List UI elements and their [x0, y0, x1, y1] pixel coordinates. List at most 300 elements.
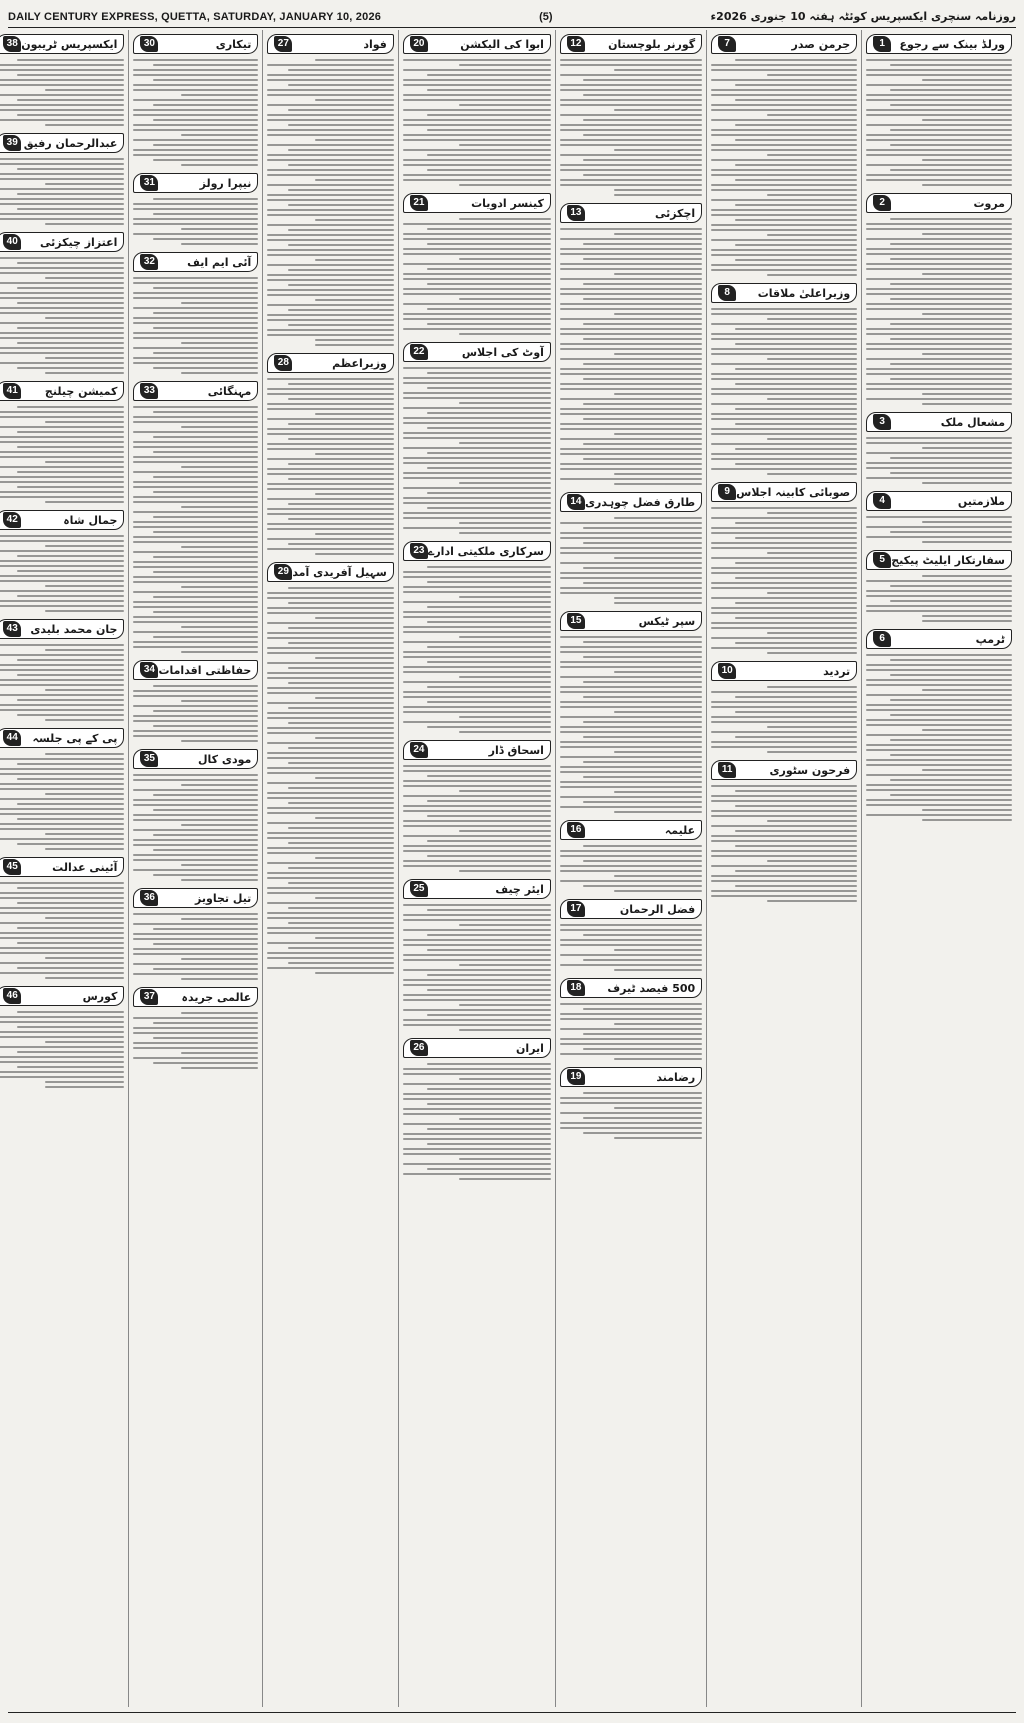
text-line — [711, 229, 857, 231]
text-line — [267, 772, 394, 774]
text-line — [133, 456, 258, 458]
text-line — [403, 1138, 551, 1140]
text-line — [17, 168, 125, 170]
text-line — [614, 194, 702, 196]
story-title: کمیشن چیلنج — [44, 384, 118, 398]
text-line — [17, 1051, 125, 1053]
text-line — [0, 476, 124, 478]
text-line — [181, 1067, 258, 1069]
text-line — [45, 461, 124, 463]
text-line — [711, 323, 857, 325]
text-line — [614, 791, 702, 793]
story-heading — [403, 34, 551, 54]
text-line — [0, 922, 124, 924]
text-line — [403, 527, 551, 529]
text-line — [890, 600, 1012, 602]
text-line — [403, 681, 551, 683]
text-line — [133, 347, 258, 349]
text-line — [133, 606, 258, 608]
text-line — [711, 109, 857, 111]
news-item — [866, 34, 1012, 187]
text-line — [459, 482, 551, 484]
text-line — [890, 378, 1012, 380]
text-line — [403, 571, 551, 573]
text-line — [0, 307, 124, 309]
story-body-text — [0, 752, 124, 851]
story-number: 19 — [567, 1069, 585, 1085]
story-number: 20 — [410, 36, 428, 52]
text-line — [181, 824, 258, 826]
text-line — [133, 99, 258, 101]
text-line — [0, 436, 124, 438]
text-line — [560, 572, 702, 574]
text-line — [767, 234, 858, 236]
story-body-text — [0, 643, 124, 722]
text-line — [890, 129, 1012, 131]
story-number: 31 — [140, 175, 158, 191]
text-line — [153, 491, 258, 493]
text-line — [0, 540, 124, 542]
text-line — [403, 318, 551, 320]
text-line — [614, 875, 702, 877]
text-line — [0, 694, 124, 696]
text-line — [427, 467, 551, 469]
text-line — [133, 526, 258, 528]
text-line — [711, 363, 857, 365]
text-line — [735, 522, 858, 524]
text-line — [45, 317, 124, 319]
text-line — [267, 892, 394, 894]
text-line — [767, 632, 858, 634]
text-line — [315, 533, 393, 535]
text-line — [427, 283, 551, 285]
text-line — [427, 323, 551, 325]
text-line — [153, 1022, 258, 1024]
text-line — [133, 839, 258, 841]
story-body-text — [866, 217, 1012, 406]
text-line — [315, 139, 393, 141]
text-line — [153, 1037, 258, 1039]
text-line — [711, 557, 857, 559]
text-line — [767, 592, 858, 594]
text-line — [0, 1071, 124, 1073]
text-line — [181, 784, 258, 786]
story-number: 6 — [873, 631, 891, 647]
text-line — [17, 763, 125, 765]
text-line — [866, 437, 1012, 439]
text-line — [181, 918, 258, 920]
story-heading — [133, 660, 258, 680]
text-line — [560, 84, 702, 86]
text-line — [890, 659, 1012, 661]
text-line — [767, 820, 858, 822]
text-line — [560, 929, 702, 931]
story-heading — [866, 34, 1012, 54]
story-heading — [133, 252, 258, 272]
text-line — [17, 595, 125, 597]
text-line — [0, 441, 124, 443]
text-line — [427, 566, 551, 568]
text-line — [267, 652, 394, 654]
text-line — [560, 154, 702, 156]
text-line — [427, 154, 551, 156]
text-line — [459, 442, 551, 444]
text-line — [583, 323, 702, 325]
text-line — [711, 388, 857, 390]
text-line — [267, 967, 394, 969]
text-line — [403, 691, 551, 693]
story-body-text — [560, 58, 702, 197]
text-line — [866, 467, 1012, 469]
text-line — [711, 169, 857, 171]
text-line — [133, 282, 258, 284]
news-item — [560, 611, 702, 814]
story-heading — [403, 193, 551, 213]
story-number: 14 — [567, 494, 585, 510]
story-heading — [0, 510, 124, 530]
story-number: 40 — [3, 234, 21, 250]
text-line — [614, 109, 702, 111]
text-line — [583, 582, 702, 584]
story-title: تیکاری — [215, 37, 252, 51]
text-line — [133, 292, 258, 294]
story-title: ایران — [516, 1041, 544, 1055]
story-body-text — [403, 565, 551, 734]
text-line — [866, 328, 1012, 330]
text-line — [711, 840, 857, 842]
text-line — [403, 179, 551, 181]
text-line — [614, 751, 702, 753]
news-item — [711, 661, 857, 754]
text-line — [403, 601, 551, 603]
text-line — [767, 512, 858, 514]
text-line — [403, 795, 551, 797]
text-line — [403, 149, 551, 151]
text-line — [133, 641, 258, 643]
story-number: 30 — [140, 36, 158, 52]
news-item — [560, 978, 702, 1061]
text-line — [17, 659, 125, 661]
text-line — [560, 532, 702, 534]
text-line — [315, 553, 393, 555]
text-line — [153, 327, 258, 329]
story-heading — [711, 283, 857, 303]
text-line — [403, 765, 551, 767]
text-line — [133, 59, 258, 61]
text-line — [133, 84, 258, 86]
text-line — [45, 357, 124, 359]
text-line — [133, 789, 258, 791]
text-line — [711, 224, 857, 226]
text-line — [711, 547, 857, 549]
text-line — [153, 531, 258, 533]
text-line — [459, 258, 551, 260]
text-line — [560, 880, 702, 882]
text-line — [133, 89, 258, 91]
text-line — [315, 857, 393, 859]
text-line — [267, 852, 394, 854]
text-line — [315, 339, 393, 341]
news-item — [560, 34, 702, 197]
text-line — [427, 934, 551, 936]
text-line — [614, 557, 702, 559]
text-line — [711, 746, 857, 748]
text-line — [0, 109, 124, 111]
text-line — [267, 393, 394, 395]
story-title: سفارتکار ایلیٹ پیکیج — [891, 553, 1005, 567]
text-line — [560, 855, 702, 857]
text-line — [403, 860, 551, 862]
text-line — [459, 716, 551, 718]
text-line — [427, 387, 551, 389]
text-line — [560, 1097, 702, 1099]
story-title: جمال شاہ — [63, 513, 118, 527]
text-line — [403, 656, 551, 658]
text-line — [403, 238, 551, 240]
story-heading — [560, 34, 702, 54]
text-line — [922, 729, 1012, 731]
text-line — [403, 109, 551, 111]
text-line — [0, 496, 124, 498]
text-line — [403, 939, 551, 941]
news-item — [403, 879, 551, 1032]
news-item — [0, 232, 124, 375]
text-line — [735, 244, 858, 246]
text-line — [133, 720, 258, 722]
text-line — [560, 368, 702, 370]
text-line — [17, 555, 125, 557]
text-line — [890, 243, 1012, 245]
story-number: 25 — [410, 881, 428, 897]
text-line — [153, 64, 258, 66]
story-title: فضل الرحمان — [619, 902, 696, 916]
text-line — [427, 1168, 551, 1170]
text-line — [153, 287, 258, 289]
text-line — [560, 293, 702, 295]
text-line — [711, 134, 857, 136]
text-line — [0, 416, 124, 418]
text-line — [267, 757, 394, 759]
text-line — [890, 714, 1012, 716]
text-line — [403, 278, 551, 280]
story-body-text — [866, 515, 1012, 544]
text-line — [403, 139, 551, 141]
story-number: 34 — [140, 662, 158, 678]
text-line — [560, 423, 702, 425]
text-line — [0, 768, 124, 770]
story-body-text — [0, 157, 124, 226]
text-line — [267, 727, 394, 729]
text-line — [267, 597, 394, 599]
story-heading — [866, 550, 1012, 570]
story-heading — [403, 1038, 551, 1058]
text-line — [427, 372, 551, 374]
text-line — [133, 218, 258, 220]
text-line — [45, 1086, 124, 1088]
text-line — [267, 837, 394, 839]
text-line — [922, 393, 1012, 395]
text-line — [267, 672, 394, 674]
text-line — [711, 418, 857, 420]
story-title: ٹرمپ — [975, 632, 1005, 646]
text-line — [711, 607, 857, 609]
text-line — [181, 342, 258, 344]
news-item — [711, 482, 857, 655]
text-line — [427, 268, 551, 270]
text-line — [711, 825, 857, 827]
story-body-text — [133, 197, 258, 246]
text-line — [153, 367, 258, 369]
text-line — [711, 815, 857, 817]
text-line — [267, 319, 394, 321]
text-line — [133, 446, 258, 448]
text-line — [614, 1137, 702, 1139]
text-line — [711, 119, 857, 121]
text-line — [267, 812, 394, 814]
text-line — [583, 1008, 702, 1010]
story-heading — [267, 353, 394, 373]
text-line — [267, 334, 394, 336]
text-line — [403, 487, 551, 489]
text-line — [711, 269, 857, 271]
text-line — [735, 84, 858, 86]
text-line — [315, 697, 393, 699]
text-line — [0, 203, 124, 205]
text-line — [0, 575, 124, 577]
text-line — [267, 637, 394, 639]
text-line — [560, 303, 702, 305]
text-line — [0, 679, 124, 681]
text-line — [133, 208, 258, 210]
text-line — [560, 939, 702, 941]
text-line — [711, 373, 857, 375]
story-body-text — [560, 923, 702, 972]
text-line — [288, 423, 394, 425]
text-line — [583, 363, 702, 365]
text-line — [288, 189, 394, 191]
story-heading — [403, 740, 551, 760]
text-line — [866, 814, 1012, 816]
text-line — [403, 233, 551, 235]
story-title: ورلڈ بینک سے رجوع — [899, 37, 1005, 51]
text-line — [267, 662, 394, 664]
text-line — [866, 368, 1012, 370]
text-line — [267, 957, 394, 959]
text-line — [711, 890, 857, 892]
masthead-english-title: DAILY CENTURY EXPRESS, QUETTA, SATURDAY, JANUARY 10, 2026 — [8, 10, 382, 23]
text-line — [427, 452, 551, 454]
text-line — [735, 885, 858, 887]
story-heading — [711, 661, 857, 681]
text-line — [153, 119, 258, 121]
text-line — [133, 973, 258, 975]
masthead — [8, 6, 1016, 28]
text-line — [288, 802, 394, 804]
text-line — [614, 671, 702, 673]
text-line — [0, 912, 124, 914]
text-line — [614, 273, 702, 275]
text-line — [866, 749, 1012, 751]
text-line — [17, 778, 125, 780]
text-line — [403, 959, 551, 961]
text-line — [288, 762, 394, 764]
text-line — [866, 109, 1012, 111]
text-line — [459, 298, 551, 300]
text-line — [614, 69, 702, 71]
text-line — [181, 506, 258, 508]
text-line — [614, 811, 702, 813]
news-item — [560, 820, 702, 893]
text-line — [0, 937, 124, 939]
text-line — [133, 74, 258, 76]
text-line — [267, 468, 394, 470]
text-line — [890, 89, 1012, 91]
text-line — [267, 134, 394, 136]
text-line — [866, 288, 1012, 290]
text-line — [866, 462, 1012, 464]
text-line — [403, 1009, 551, 1011]
text-line — [403, 721, 551, 723]
text-line — [267, 264, 394, 266]
story-heading — [0, 133, 124, 153]
text-line — [403, 835, 551, 837]
text-line — [133, 536, 258, 538]
text-line — [0, 654, 124, 656]
text-line — [735, 830, 858, 832]
text-line — [583, 1048, 702, 1050]
story-body-text — [133, 405, 258, 654]
story-body-text — [711, 307, 857, 476]
text-line — [17, 486, 125, 488]
text-line — [583, 119, 702, 121]
text-line — [133, 109, 258, 111]
text-line — [767, 686, 858, 688]
text-line — [614, 711, 702, 713]
text-line — [890, 104, 1012, 106]
text-line — [459, 532, 551, 534]
text-line — [560, 383, 702, 385]
text-line — [288, 642, 394, 644]
story-body-text — [560, 635, 702, 814]
text-line — [45, 372, 124, 374]
text-line — [153, 352, 258, 354]
text-line — [267, 403, 394, 405]
text-line — [866, 263, 1012, 265]
story-number: 24 — [410, 742, 428, 758]
text-line — [133, 631, 258, 633]
text-line — [133, 416, 258, 418]
text-line — [427, 1103, 551, 1105]
text-line — [45, 1041, 124, 1043]
text-line — [0, 267, 124, 269]
text-line — [866, 764, 1012, 766]
text-line — [267, 304, 394, 306]
text-line — [711, 104, 857, 106]
text-line — [711, 691, 857, 693]
text-line — [583, 79, 702, 81]
text-line — [267, 418, 394, 420]
text-line — [866, 373, 1012, 375]
story-number: 10 — [718, 663, 736, 679]
text-line — [459, 218, 551, 220]
text-line — [711, 880, 857, 882]
text-line — [583, 174, 702, 176]
text-line — [560, 408, 702, 410]
text-line — [427, 989, 551, 991]
story-number: 23 — [410, 543, 428, 559]
text-line — [866, 333, 1012, 335]
text-line — [181, 546, 258, 548]
